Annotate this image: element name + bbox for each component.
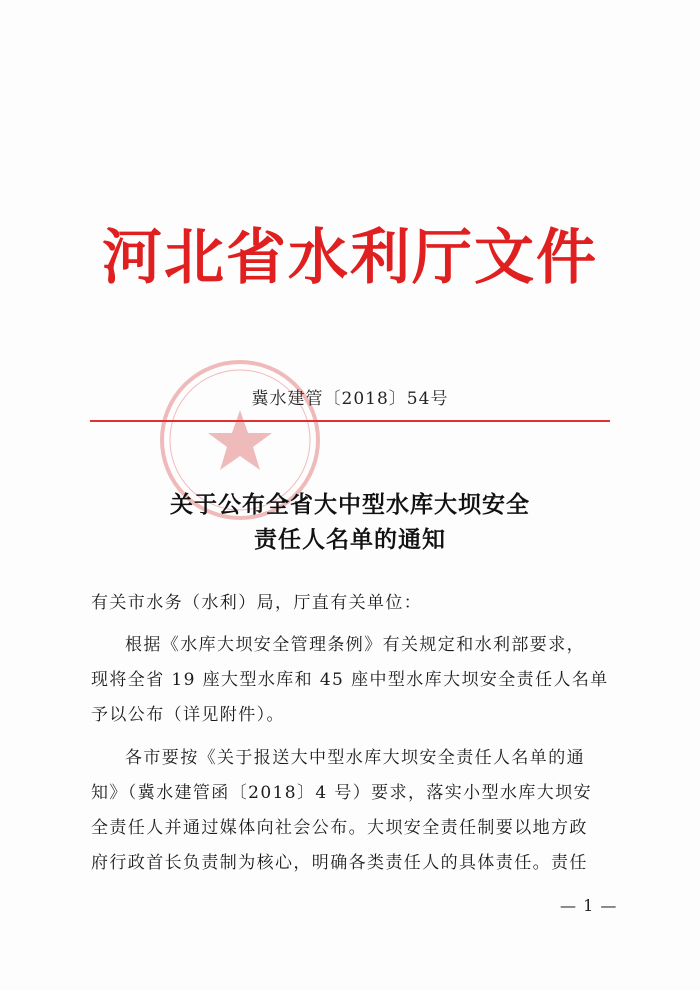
body-line: 根据《水库大坝安全管理条例》有关规定和水利部要求，: [125, 635, 585, 655]
body-line: 各市要按《关于报送大中型水库大坝安全责任人名单的通: [125, 748, 585, 768]
body-line: 府行政首长负责制为核心，明确各类责任人的具体责任。责任: [91, 853, 588, 873]
body-line: 现将全省 19 座大型水库和 45 座中型水库大坝安全责任人名单: [91, 670, 609, 690]
notice-title-line-1: 关于公布全省大中型水库大坝安全: [170, 491, 530, 518]
red-divider: [90, 420, 610, 422]
document-number: 冀水建管〔2018〕54号: [251, 389, 449, 409]
issuer-title: 河北省水利厅文件: [102, 223, 598, 293]
page-number: — 1 —: [560, 896, 618, 915]
notice-title-line-2: 责任人名单的通知: [254, 526, 446, 553]
body-line: 知》（冀水建管函〔2018〕4 号）要求，落实小型水库大坝安: [91, 783, 592, 803]
body-line: 予以公布（详见附件）。: [91, 705, 285, 725]
salutation-line: 有关市水务（水利）局，厅直有关单位：: [91, 593, 423, 613]
body-line: 全责任人并通过媒体向社会公布。大坝安全责任制要以地方政: [91, 818, 588, 838]
